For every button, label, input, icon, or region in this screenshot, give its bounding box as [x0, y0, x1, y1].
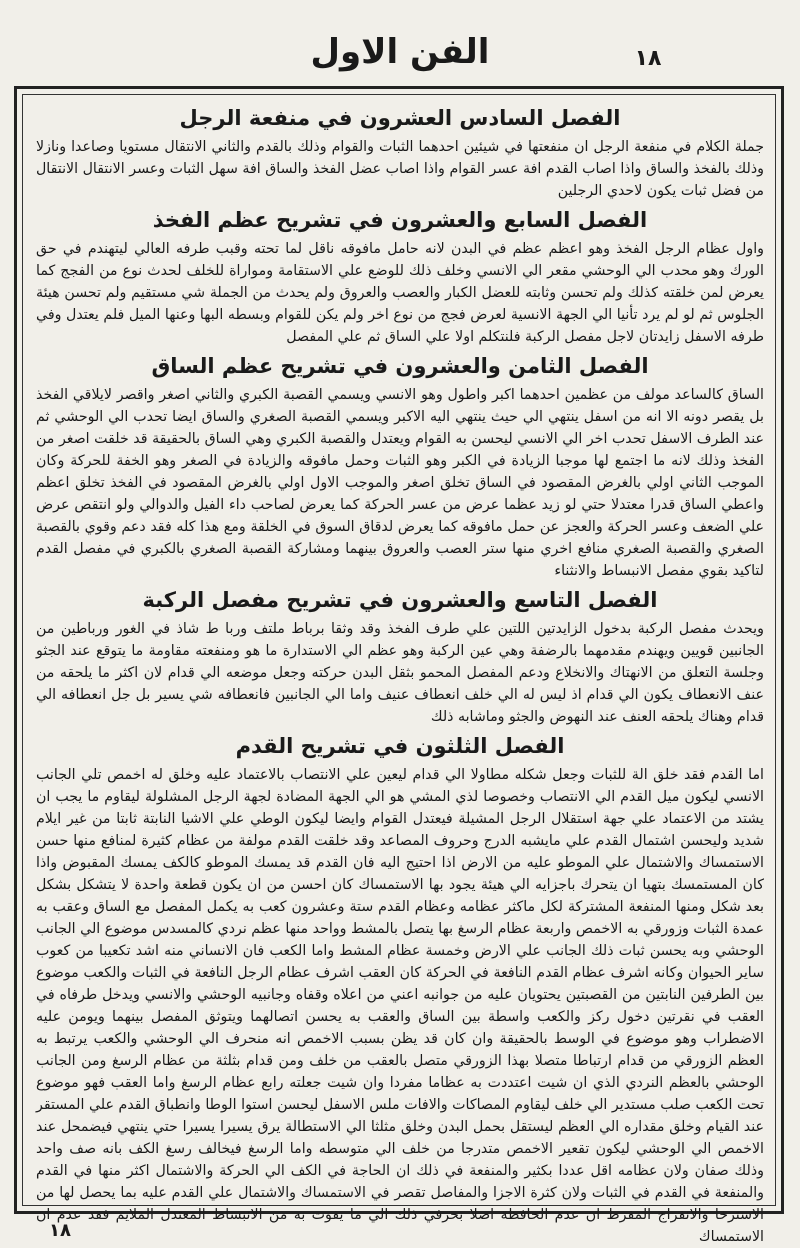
section-heading: الفصل التاسع والعشرون في تشريح مفصل الركبة [142, 588, 658, 612]
section-text: الساق كالساعد مولف من عظمين احدهما اكبر واطول وهو الانسي ويسمي القصبة الكبري والثاني اصغر واقصر لايلاقي الفخذ بل يقصر دونه الا انه من اسفل ينتهي الي حيث ينتهي اليه الاكبر ويسمي القصبة الصغري والساق ايضا تحدب الي الوحشي ثم عند الطرف الاسفل تحدب اخر الي الانسي ليحسن به القوام ويعتدل والقصبة الكبري وهي الساق بالحقيقة قد خلقت اصغر من الفخذ وذلك لانه ما اجتمع لها موجبا الزيادة في الكبر وهو الثبات وحمل مافوقه والزيادة في الصغر وهو الخفة للحركة وكان الموجب الثاني اولي بالغرض المقصود في الساق تخلق اصغر والموجب الاول اولي بالغرض المقصود في الفخذ تخلق اعظم واعطي الساق قدرا معتدلا حتي لو زيد عظما عرض من عسر الحركة كما يعرض لصاحب داء الفيل والدوالي ولو انتقص عرض علي الضعف وعسر الحركة والعجز عن حمل مافوقه كما يعرض لدقاق السوق في الخلقة ومع هذا كله فقد دعم وقوي بالقصبة الصغري والقصبة الصغري منافع اخري منها ستر العصب والعروق بينهما ومشاركة القصبة الصغري بالكبري في مفصل القدم لتاكيد بقوي مفصل الانبساط والانثناء [36, 387, 764, 579]
section-text: ويحدث مفصل الركبة بدخول الزايدتين اللتين علي طرف الفخذ وقد وثقا برباط ملتف وربا ط شاذ في الغور ورباطين من الجانبين قويين ويهندم مقدمهما بالرضفة وهي عين الركبة وهو عظم الي الاستدارة ما هو ومنفعته مقاومة ما يتوقع عند الجثو وجلسة التعلق من الانهتاك والانخلاع ودعم المفصل المحمو بثقل البدن حركته وجعل موضعه الي قدام لان اكثر ما يلحقه من عنف الانعطاف يكون الي قدام اذ ليس له الي خلف انعطاف عنيف واما الي الجانبين فانعطافه شي يسير بل جل انعطافه الي قدام وهناك يلحقه العنف عند النهوض والجثو وماشابه ذلك [36, 621, 764, 725]
page-title: الفن الاول [310, 32, 490, 72]
section-heading: الفصل الثلثون في تشريح القدم [235, 734, 565, 758]
section-28 [36, 352, 764, 582]
section-text: جملة الكلام في منفعة الرجل ان منفعتها في شيئين احدهما الثبات والقوام وذلك بالقدم والثاني الانتقال مستويا وصاعدا ونازلا وذلك بالفخذ والساق واذا اصاب القدم افة عسر القوام واذا اصاب عضل الفخذ والساق افة سهل الثبات وعسر الانتقال الانتقال من فضل ثبات يكون لاحدي الرجلين [36, 139, 764, 199]
section-heading: الفصل السادس العشرون في منفعة الرجل [179, 106, 621, 130]
section-heading: الفصل الثامن والعشرون في تشريح عظم الساق [151, 354, 649, 378]
footer-page-number: ١٨ [49, 1220, 71, 1241]
section-heading: الفصل السابع والعشرون في تشريح عظم الفخذ [152, 208, 648, 232]
section-29 [36, 586, 764, 728]
header-page-number: ١٨ [634, 46, 662, 71]
section-text: اما القدم فقد خلق الة للثبات وجعل شكله مطاولا الي قدام ليعين علي الانتصاب بالاعتماد عليه وخلق له اخمص تلي الجانب الانسي ليكون ميل القدم الي الانتصاب وخصوصا لذي المشي هو الي الجهة المضادة لجهة الرجل المشلولة ليقاوم ما يجب ان يشتد من الاعتماد علي جهة استقلال الرجل المشيلة فيعتدل القوام وايضا ليكون الوطي علي الاشيا النابتة ثابتا من غير ايلام شديد وليحسن اشتمال القدم علي مايشبه الدرج وحروف المصاعد وقد خلقت القدم مولفة من عظام كثيرة لمنافع منها حسن الاستمساك والاشتمال علي الموطو عليه من الارض اذا احتيج اليه فان القدم قد يمسك الموطو كالكف يمسك المقبوض واذا كان المستمسك بتهيا ان يتحرك باجزايه الي هيئة يجود بها الاستمساك كان احسن من ان يكون قطعة واحدة لا يتشكل بشكل بعد شكل ومنها المنفعة المشتركة لكل ماكثر عظامه وعظام القدم ستة وعشرون كعب به يكمل المفصل مع الساق وعقب به عمدة الثبات وزورقي به الاخمص واربعة عظام الرسغ بها يتصل بالمشط وواحد منها عظم نردي كالمسدس موضوع الي الجانب الوحشي وبه يحسن ثبات ذلك الجانب علي الارض وخمسة عظام المشط واما الكعب فان الانساني منه اشد تكعيبا من كعوب ساير الحيوان وكانه اشرف عظام القدم النافعة في الحركة كان العقب اشرف عظام الرجل النافعة في الثبات والكعب موضوع بين الطرفين النابتين من القصبتين يحتويان عليه من جوانبه اعني من اعلاه وقفاه وجانبيه الوحشي والانسي ويدخل طرفاه في العقب في نقرتين دخول ركز والكعب واسطة بين الساق والعقب به يحسن اتصالهما ويتوثق المفصل بينهما ويومن عليه الاضطراب وهو موضوع في الوسط بالحقيقة وان كان قد يظن بسبب الاخمص انه منحرف الي الوحشي والكعب يرتبط به العظم الزورقي من قدام ارتباطا متصلا بهذا الزورقي متصل بالعقب من خلف ومن قدام بثلثة من عظام الرسغ ومن الجانب الوحشي بالعظم النردي الذي ان شيت اعتددت به عظاما مفردا وان شيت جعلته رابع عظام الرسغ واما العقب فهو موضوع تحت الكعب صلب مستدير الي خلف ليقاوم المصاكات والافات ملس الاسفل ليحسن استوا الوطا وانطباق القدم علي المستقر عند القيام وخلق مقداره الي العظم ليستقل بحمل البدن وخلق مثلثا الي الاستطالة يرق يسيرا يسيرا حتي ينتهي فيضمحل عند الاخمص الي الوحشي ليكون تقعير الاخمص متدرجا من خلف الي متوسطه واما الرسغ فيخالف رسغ الكف بانه صف واحد وذلك صفان ولان عظامه اقل عددا بكثير والمنفعة في ذلك ان الحاجة في الكف الي الحركة والاشتمال اكثر منها في القدم والمنفعة في القدم في الثبات ولان كثرة الاجزا والمفاصل تقصر في الاستمساك والاشتمال علي القدم عليه بما يحصل لها من الاسترخا والانفراج المفرط ان عدم الحافظة اصلا بحرفي ذلك الي ما يفوت به من الانبساط المعتدل الملايم فقد عدم ان الاستمساك [36, 767, 764, 1245]
section-text: واول عظام الرجل الفخذ وهو اعظم عظم في البدن لانه حامل مافوقه ناقل لما تحته وقبب طرفه العالي ليتهندم في حق الورك وهو محدب الي الوحشي مقعر الي الانسي وخلف ذلك للوضع علي الاستقامة ومواراة للخلف لحدث نوع من الفجج كما يعرض لمن خلقته كذلك ولم تحسن وثابته للعضل الكبار والعصب والعروق ولم يحدث من الجملة شي مستقيم ولم تحسن هيئة الجلوس ثم لو لم يرد تأنيا الي الجهة الانسية لعرض فجج من نوع اخر ولم يكن للقوام وبسطه البها وعنها الميل فلم يعتدل وفي طرفه الاسفل زايدتان لاجل مفصل الركبة فلنتكلم اولا علي الساق ثم علي المفصل [36, 241, 764, 345]
section-27 [36, 206, 764, 348]
section-26 [36, 104, 764, 202]
